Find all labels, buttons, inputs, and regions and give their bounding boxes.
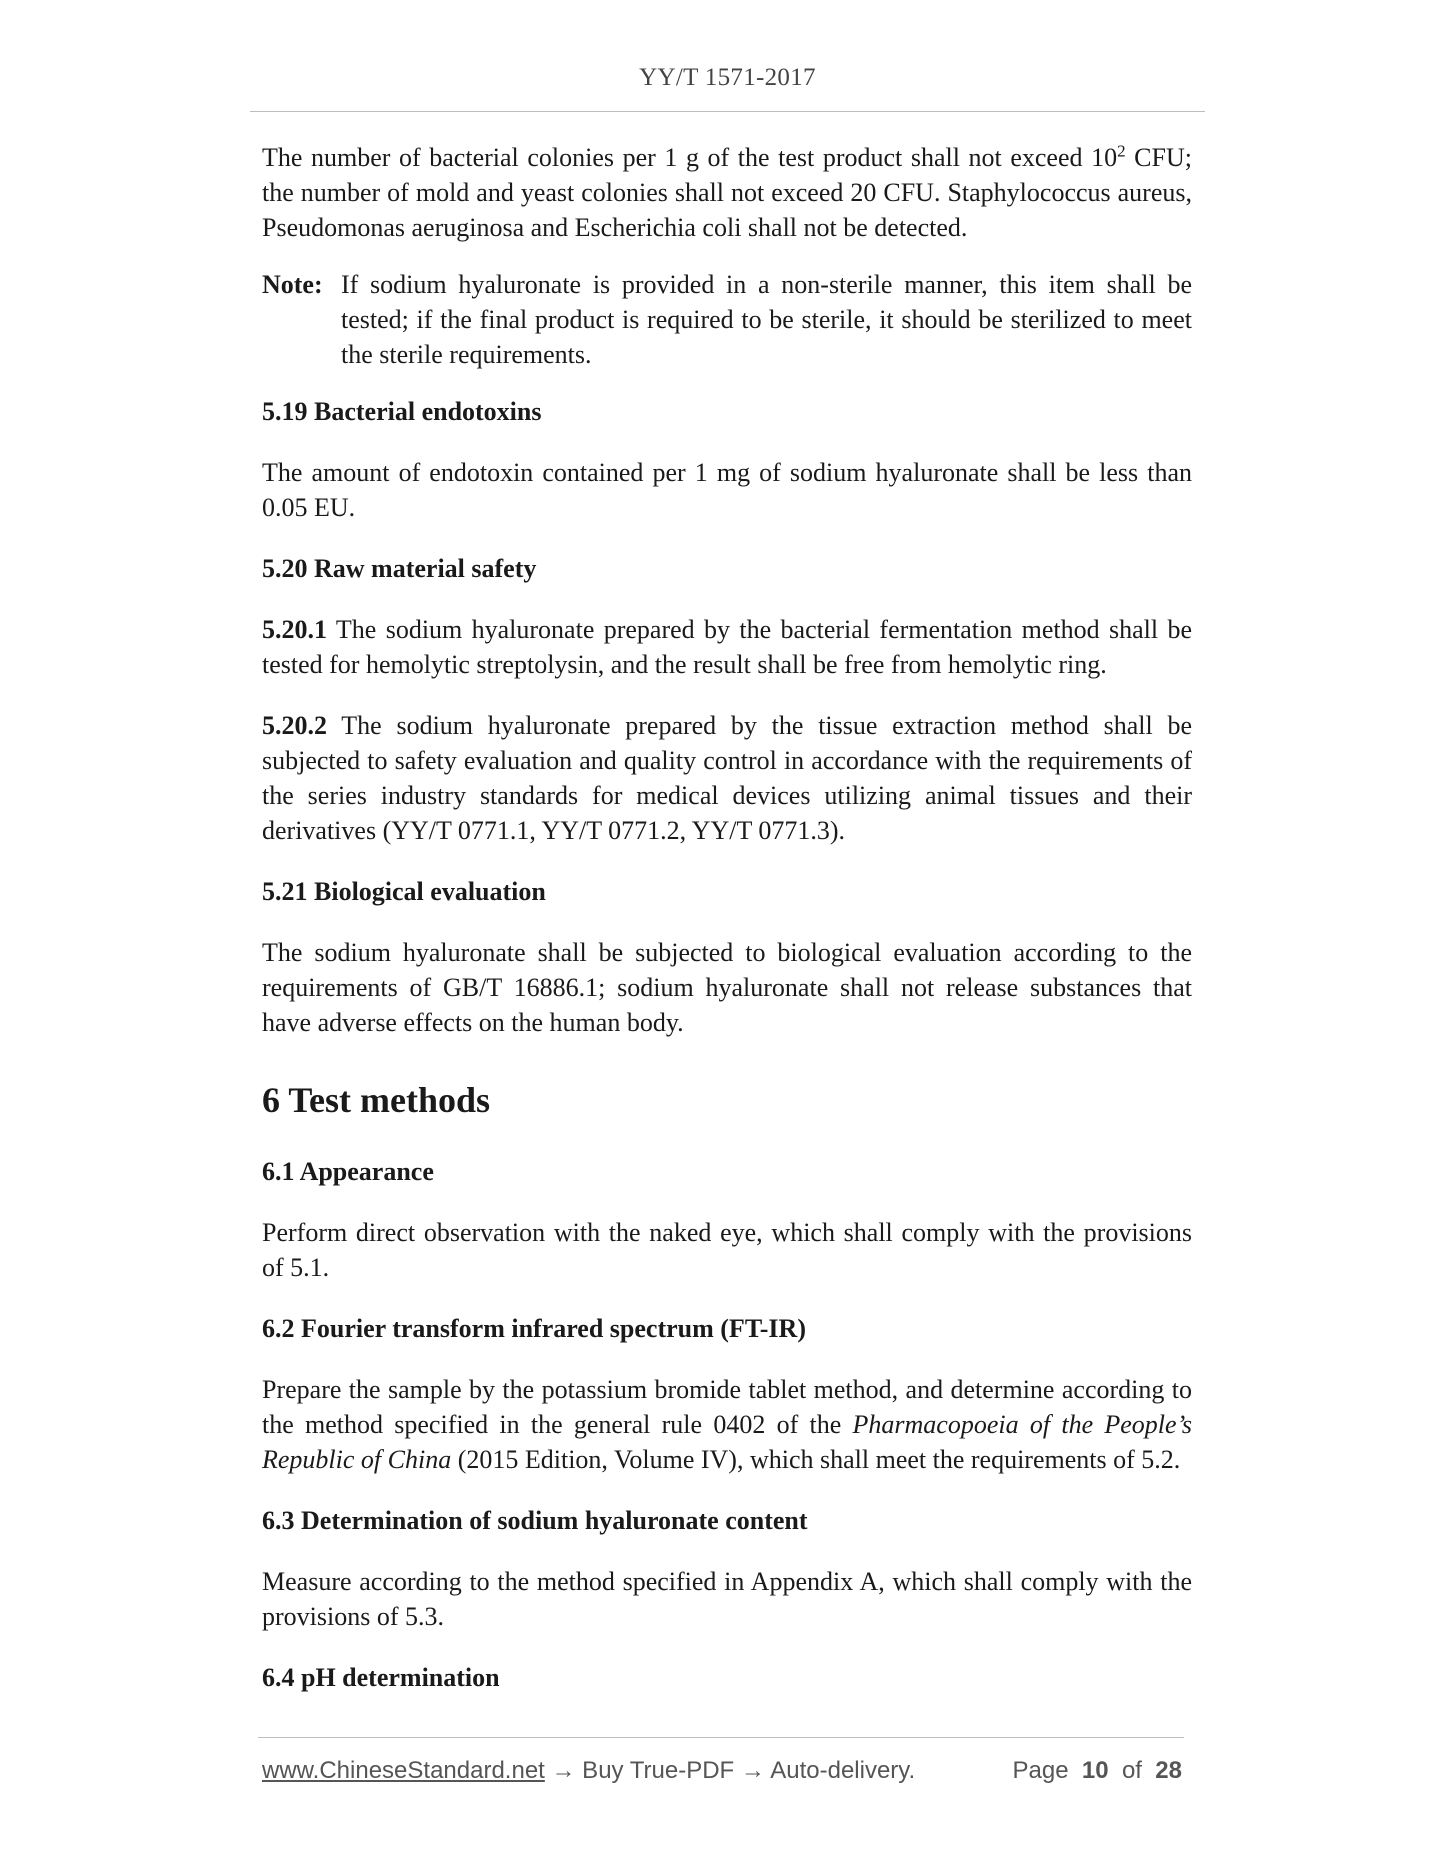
page-body — [262, 140, 1192, 1695]
footer-promo-text: → Buy True-PDF → Auto-delivery. — [544, 1757, 916, 1784]
intro-paragraph — [262, 140, 1192, 245]
footer-promo — [262, 1757, 915, 1785]
pharmacopoeia-title: Pharmacopoeia of the People’s Republic of China — [262, 1410, 1192, 1474]
note-paragraph — [262, 267, 1192, 372]
clause-number-5-20-1: 5.20.1 — [262, 615, 327, 644]
intro-text-2: CFU; the number of mold and yeast colonies shall not exceed 20 CFU. Staphylococcus aureus, Pseudomonas aeruginosa and Escherichia coli shall not be detected. — [262, 143, 1192, 242]
footer-rule — [258, 1737, 1184, 1738]
paragraph-6-1: Perform direct observation with the naked eye, which shall comply with the provisions of 5.1. — [262, 1218, 1192, 1282]
paragraph-6-2 — [262, 1372, 1192, 1477]
heading-5-20: 5.20 Raw material safety — [262, 554, 537, 583]
paragraph-5-20-2 — [262, 708, 1192, 848]
heading-6: 6 Test methods — [262, 1080, 491, 1120]
note-text: If sodium hyaluronate is provided in a non-sterile manner, this item shall be tested; if the final product is required to be sterile, it should be sterilized to meet the sterile requirements. — [341, 270, 1192, 369]
paragraph-5-20-1 — [262, 612, 1192, 682]
chinese-standard-link[interactable]: www.ChineseStandard.net — [262, 1757, 545, 1784]
heading-5-21: 5.21 Biological evaluation — [262, 877, 546, 906]
paragraph-6-2-text-1: Prepare the sample by the potassium bromide tablet method, and determine according to the method specified in the general rule 0402 of the — [262, 1375, 1192, 1439]
paragraph-6-3: Measure according to the method specified in Appendix A, which shall comply with the provisions of 5.3. — [262, 1567, 1192, 1631]
heading-6-2: 6.2 Fourier transform infrared spectrum (FT-IR) — [262, 1314, 806, 1343]
heading-6-3: 6.3 Determination of sodium hyaluronate content — [262, 1506, 808, 1535]
of-label: of — [1121, 1757, 1142, 1784]
paragraph-6-2-text-2: (2015 Edition, Volume IV), which shall meet the requirements of 5.2. — [451, 1445, 1181, 1474]
page-footer — [262, 1757, 1182, 1791]
note-label: Note: — [262, 270, 323, 299]
intro-text-1: The number of bacterial colonies per 1 g of the test product shall not exceed 10 — [262, 143, 1118, 172]
page-number: 10 — [1081, 1757, 1109, 1784]
header-rule — [250, 111, 1205, 112]
clause-text-5-20-1: The sodium hyaluronate prepared by the bacterial fermentation method shall be tested for hemolytic streptolysin, and the result shall be free from hemolytic ring. — [262, 615, 1192, 679]
page-label: Page — [1012, 1757, 1069, 1784]
page-indicator — [1012, 1757, 1182, 1785]
intro-superscript: 2 — [1117, 141, 1126, 161]
heading-6-1: 6.1 Appearance — [262, 1157, 434, 1186]
clause-text-5-20-2: The sodium hyaluronate prepared by the tissue extraction method shall be subjected to safety evaluation and quality control in accordance with the requirements of the series industry standards for medical devices utilizing animal tissues and their derivatives (YY/T 0771.1, YY/T 0771.2, YY/T 0771.3). — [262, 711, 1192, 845]
heading-6-4: 6.4 pH determination — [262, 1663, 500, 1692]
running-header: YY/T 1571-2017 — [639, 64, 816, 91]
paragraph-5-19: The amount of endotoxin contained per 1 mg of sodium hyaluronate shall be less than 0.05 EU. — [262, 458, 1192, 522]
heading-5-19: 5.19 Bacterial endotoxins — [262, 397, 542, 426]
clause-number-5-20-2: 5.20.2 — [262, 711, 327, 740]
paragraph-5-21: The sodium hyaluronate shall be subjected to biological evaluation according to the requirements of GB/T 16886.1; sodium hyaluronate shall not release substances that have adverse effects on the human body. — [262, 938, 1192, 1037]
page-total: 28 — [1155, 1757, 1182, 1784]
